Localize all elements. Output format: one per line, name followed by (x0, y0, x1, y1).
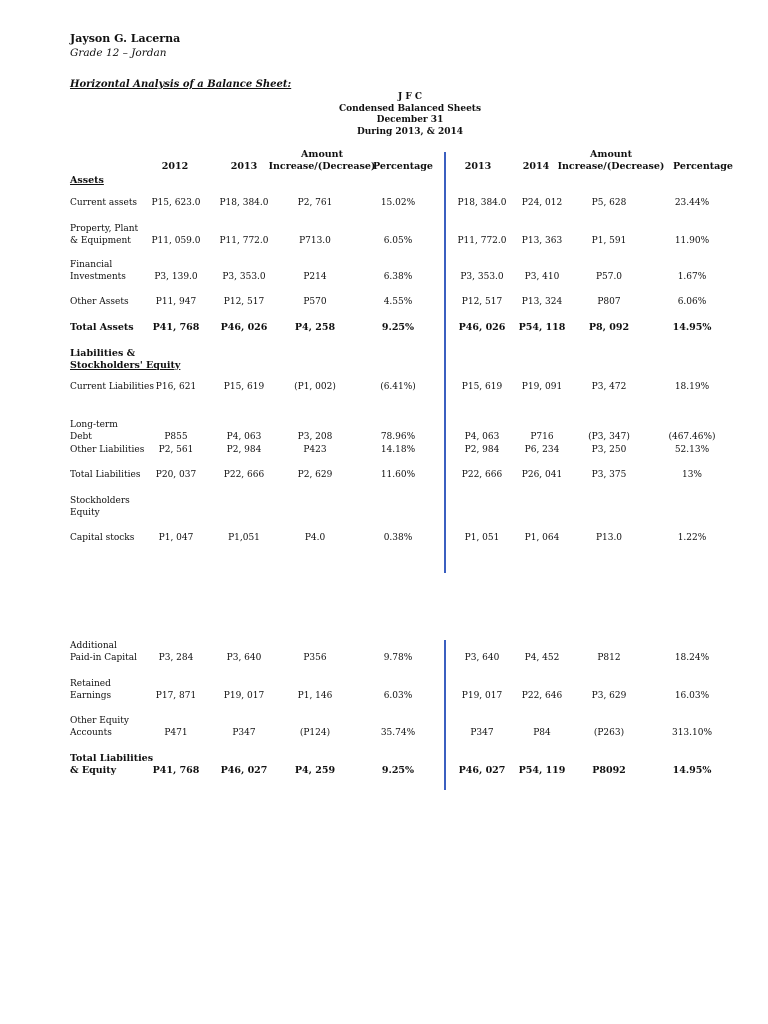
row-cell: P13, 363 (521, 235, 563, 246)
row-cell: 52.13% (674, 445, 710, 455)
row-cell: P807 (597, 297, 621, 307)
row-cell: 14.95% (672, 322, 712, 333)
row-label (70, 716, 129, 739)
row-cell: P3, 208 (297, 431, 333, 442)
row-cell: P356 (303, 652, 327, 663)
report-header (230, 92, 590, 138)
row-cell: (467.46%) (668, 431, 716, 442)
row-label-line: Other Equity (70, 716, 129, 726)
row-cell: P3, 250 (591, 445, 627, 455)
row-cell: P84 (533, 727, 551, 738)
row-cell: P15, 623.0 (151, 198, 201, 208)
row-cell: P13, 324 (521, 297, 563, 307)
row-cell: 6.38% (383, 271, 413, 282)
row-cell: P54, 119 (518, 764, 566, 776)
row-cell: P716 (530, 431, 554, 442)
col-right-amount-top: Amount (590, 149, 632, 160)
liabilities-heading-line2: Stockholders' Equity (70, 359, 181, 371)
row-cell: P4, 063 (464, 431, 500, 442)
row-cell: P4.0 (304, 533, 326, 543)
row-cell: 18.19% (674, 382, 710, 392)
row-cell: 4.55% (383, 297, 413, 307)
row-cell: P15, 619 (461, 382, 503, 392)
col-left-year2: 2013 (230, 161, 258, 172)
row-cell: 35.74% (380, 727, 416, 738)
row-cell: P26, 041 (521, 470, 563, 480)
row-cell: 16.03% (674, 690, 710, 701)
row-cell: P15, 619 (223, 382, 265, 392)
row-cell: P3, 353.0 (222, 271, 266, 282)
assets-heading: Assets (70, 175, 104, 186)
row-label-line: Long-term (70, 420, 118, 430)
row-cell: 9.25% (381, 764, 415, 776)
row-cell: 1.22% (677, 533, 707, 543)
row-label-line: Additional (70, 641, 117, 651)
equity-heading-line1: Stockholders (70, 496, 130, 506)
col-left-year1: 2012 (161, 161, 189, 172)
row-cell: P17, 871 (155, 690, 197, 701)
row-cell: P46, 026 (458, 322, 506, 333)
row-cell: 14.18% (380, 445, 416, 455)
author-grade: Grade 12 – Jordan (70, 47, 167, 59)
col-right-year2: 2014 (522, 161, 550, 172)
author-name: Jayson G. Lacerna (70, 32, 181, 45)
section-title: Horizontal Analysis of a Balance Sheet: (70, 79, 292, 90)
row-cell: P11, 059.0 (151, 235, 201, 246)
row-cell: P855 (164, 431, 188, 442)
row-cell: P11, 947 (155, 297, 197, 307)
row-cell: P5, 628 (591, 198, 627, 208)
row-label (70, 198, 137, 210)
row-label (70, 420, 118, 443)
row-cell: 11.90% (674, 235, 710, 246)
row-label-line: Total Liabilities (70, 470, 141, 480)
row-label-line: & Equipment (70, 235, 131, 246)
row-label-line: Property, Plant (70, 224, 139, 234)
row-cell: P570 (303, 297, 327, 307)
row-cell: P22, 666 (223, 470, 265, 480)
row-label-line: Retained (70, 679, 111, 689)
col-right-percentage: Percentage (673, 161, 733, 172)
row-cell: 15.02% (380, 198, 416, 208)
row-cell: 78.96% (380, 431, 416, 442)
row-cell: P713.0 (299, 235, 331, 246)
row-cell: P24, 012 (521, 198, 563, 208)
row-label-line: Total Assets (70, 322, 134, 333)
row-cell: P2, 629 (297, 470, 333, 480)
row-cell: 18.24% (674, 652, 710, 663)
row-cell: 11.60% (380, 470, 416, 480)
equity-heading-line2: Equity (70, 507, 100, 518)
row-label (70, 224, 138, 247)
row-cell: P812 (597, 652, 621, 663)
row-cell: P19, 091 (521, 382, 563, 392)
row-cell: 6.05% (383, 235, 413, 246)
row-cell: P41, 768 (152, 322, 200, 333)
row-cell: P1, 591 (591, 235, 627, 246)
row-cell: 23.44% (674, 198, 710, 208)
row-cell: P46, 027 (220, 764, 268, 776)
row-cell: 9.25% (381, 322, 415, 333)
row-cell: P1, 064 (524, 533, 560, 543)
row-label (70, 641, 137, 664)
row-label-line: Capital stocks (70, 533, 135, 543)
row-cell: (P3, 347) (588, 431, 630, 442)
row-label (70, 533, 134, 545)
row-label (70, 679, 111, 702)
row-label-line: Earnings (70, 690, 112, 701)
report-period: During 2013, & 2014 (356, 126, 464, 137)
row-cell: P3, 375 (591, 470, 627, 480)
row-cell: (6.41%) (380, 382, 416, 392)
row-cell: P18, 384.0 (457, 198, 507, 208)
col-left-amount-top: Amount (301, 149, 343, 160)
col-left-amount (266, 149, 378, 173)
row-label-line: Accounts (70, 727, 112, 738)
row-cell: 1.67% (677, 271, 707, 282)
row-label-line: Paid-in Capital (70, 652, 137, 663)
liabilities-heading-line1: Liabilities & (70, 348, 136, 359)
row-cell: P3, 472 (591, 382, 627, 392)
row-cell: 6.03% (383, 690, 413, 701)
row-cell: 13% (681, 470, 702, 480)
row-label-line: Total Liabilities (70, 753, 154, 764)
row-cell: P46, 027 (458, 764, 506, 776)
row-cell: P2, 761 (297, 198, 333, 208)
row-cell: (P263) (593, 727, 625, 738)
row-cell: P3, 629 (591, 690, 627, 701)
row-cell: P12, 517 (461, 297, 503, 307)
row-cell: P22, 666 (461, 470, 503, 480)
row-cell: P4, 063 (226, 431, 262, 442)
row-cell: P4, 259 (294, 764, 336, 776)
col-right-year1: 2013 (464, 161, 492, 172)
row-cell: P4, 258 (294, 322, 336, 333)
row-cell: P3, 284 (158, 652, 194, 663)
row-label-line: Other Liabilities (70, 445, 145, 455)
row-cell: 14.95% (672, 764, 712, 776)
row-cell: P6, 234 (524, 445, 560, 455)
row-label-line: Financial (70, 260, 113, 270)
row-cell: 0.38% (383, 533, 413, 543)
row-cell: P22, 646 (521, 690, 563, 701)
col-left-amount-bottom: Increase/(Decrease) (268, 161, 376, 172)
row-cell: P19, 017 (223, 690, 265, 701)
row-cell: P3, 353.0 (460, 271, 504, 282)
row-cell: P41, 768 (152, 764, 200, 776)
row-label-line: Current assets (70, 198, 138, 208)
row-label-line: Other Assets (70, 297, 129, 307)
row-label (70, 470, 141, 482)
row-cell: P1, 051 (464, 533, 500, 543)
row-cell: P214 (303, 271, 327, 282)
row-label (70, 297, 129, 309)
row-cell: P11, 772.0 (219, 235, 269, 246)
row-label (70, 322, 134, 334)
row-cell: P347 (470, 727, 494, 738)
report-date: December 31 (376, 115, 444, 125)
row-cell: P8092 (592, 764, 626, 776)
row-cell: P3, 139.0 (154, 271, 198, 282)
row-cell: P19, 017 (461, 690, 503, 701)
row-cell: P2, 984 (226, 445, 262, 455)
row-cell: P46, 026 (220, 322, 268, 333)
equity-heading (70, 496, 130, 519)
row-label (70, 260, 126, 283)
row-cell: P57.0 (595, 271, 623, 282)
row-label-line: Current Liabilities (70, 382, 154, 392)
divider-line-upper (444, 152, 446, 573)
row-cell: P2, 984 (464, 445, 500, 455)
row-cell: P18, 384.0 (219, 198, 269, 208)
row-cell: P347 (232, 727, 256, 738)
report-name: Condensed Balanced Sheets (338, 103, 482, 114)
col-right-amount-bottom: Increase/(Decrease) (557, 161, 665, 172)
row-cell: (P1, 002) (294, 382, 336, 392)
row-label-line: Investments (70, 271, 126, 282)
row-label-line: Debt (70, 431, 92, 442)
row-cell: P471 (164, 727, 188, 738)
col-left-percentage: Percentage (373, 161, 433, 172)
liabilities-heading (70, 348, 180, 371)
row-label-line: & Equity (70, 764, 117, 776)
row-cell: P4, 452 (524, 652, 560, 663)
company-name: J F C (397, 92, 423, 102)
row-cell: P2, 561 (158, 445, 194, 455)
row-cell: P1,051 (228, 533, 260, 543)
row-cell: P20, 037 (155, 470, 197, 480)
row-cell: (P124) (299, 727, 331, 738)
row-cell: P13.0 (595, 533, 623, 543)
col-right-amount (555, 149, 667, 173)
row-cell: 9.78% (383, 652, 413, 663)
row-cell: P3, 410 (524, 271, 560, 282)
row-cell: P423 (303, 445, 327, 455)
row-cell: P3, 640 (464, 652, 500, 663)
row-cell: P1, 146 (297, 690, 333, 701)
row-cell: P1, 047 (158, 533, 194, 543)
row-cell: P16, 621 (155, 382, 197, 392)
row-cell: 6.06% (677, 297, 707, 307)
row-cell: 313.10% (671, 727, 713, 738)
row-cell: P8, 092 (588, 322, 630, 333)
row-cell: P12, 517 (223, 297, 265, 307)
row-cell: P54, 118 (518, 322, 566, 333)
row-cell: P3, 640 (226, 652, 262, 663)
row-cell: P11, 772.0 (457, 235, 507, 246)
